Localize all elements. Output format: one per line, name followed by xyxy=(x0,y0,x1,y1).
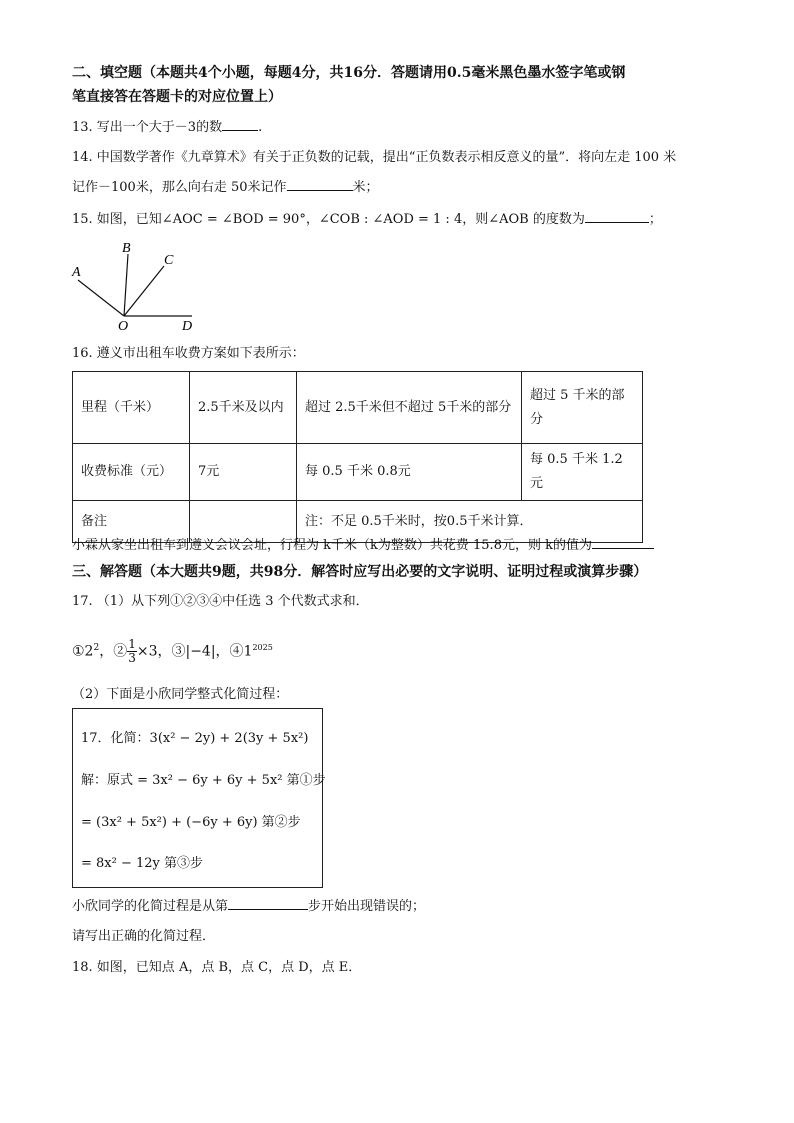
fraction-numerator: 1 xyxy=(128,637,136,652)
table-cell: 超过 5 千米的部分 xyxy=(522,372,643,444)
question-13 xyxy=(72,116,262,139)
question-16-intro: 16. 遵义市出租车收费方案如下表所示： xyxy=(72,346,305,361)
fare-table xyxy=(72,371,643,543)
label-C: C xyxy=(164,253,174,268)
table-cell: 每 0.5 千米 0.8元 xyxy=(297,444,522,501)
table-cell: 备注 xyxy=(73,501,190,543)
ray-OC xyxy=(124,266,164,316)
question-16-text: 小霖从家坐出租车到遵义会议会址，行程为 k千米（k为整数）共花费 15.8元，则 k的值为 xyxy=(72,538,592,553)
question-18: 18. 如图，已知点 A，点 B，点 C，点 D，点 E． xyxy=(72,960,362,975)
section2-heading-line1: 二、填空题（本题共4个小题，每题4分，共16分．答题请用0.5毫米黑色墨水签字笔或钢 xyxy=(72,65,626,81)
item-1-exponent: 2 xyxy=(93,643,100,653)
question-14-line2-a: 记作－100米，那么向右走 50米记作 xyxy=(72,180,287,195)
table-cell: 里程（千米） xyxy=(73,372,190,444)
box-line-3: = (3x² + 5x²) + (−6y + 6y) 第②步 xyxy=(81,815,301,830)
answer-blank-14[interactable] xyxy=(287,176,353,191)
question-13-text: 13. 写出一个大于－3的数 xyxy=(72,120,223,135)
table-cell: 每 0.5 千米 1.2元 xyxy=(522,444,643,501)
label-A: A xyxy=(72,265,81,280)
table-cell: 2.5千米及以内 xyxy=(190,372,297,444)
label-D: D xyxy=(182,319,193,334)
answer-blank-17[interactable] xyxy=(228,895,308,910)
answer-blank-15[interactable] xyxy=(585,208,649,223)
angle-diagram xyxy=(68,236,208,336)
table-cell: 超过 2.5千米但不超过 5千米的部分 xyxy=(297,372,522,444)
section3-heading: 三、解答题（本大题共9题，共98分．解答时应写出必要的文字说明、证明过程或演算步骤） xyxy=(72,564,648,580)
ray-OA xyxy=(78,280,124,316)
label-O: O xyxy=(118,319,129,334)
question-15 xyxy=(72,208,662,231)
table-cell: 收费标准（元） xyxy=(73,444,190,501)
box-line-1: 17．化简：3(x² − 2y) + 2(3y + 5x²) xyxy=(81,731,309,746)
item-separator: ，② xyxy=(99,643,128,660)
question-17-items xyxy=(72,637,273,665)
question-16-question xyxy=(72,534,654,557)
table-cell: 7元 xyxy=(190,444,297,501)
table-row xyxy=(73,372,643,444)
question-17-error xyxy=(72,895,425,918)
question-14-line1: 14. 中国数学著作《九章算术》有关于正负数的记载，提出“正负数表示相反意义的量”．将向左走 100 米 xyxy=(72,150,677,165)
question-15-text: 15. 如图，已知∠AOC = ∠BOD = 90°，∠COB : ∠AOD = 1 : 4，则∠AOB 的度数为 xyxy=(72,212,585,227)
item-1: ①2 xyxy=(72,643,94,660)
fraction-denominator: 3 xyxy=(128,651,136,666)
item-4-exponent: 2025 xyxy=(252,643,273,652)
box-line-2: 解：原式 = 3x² − 6y + 6y + 5x² 第①步 xyxy=(81,773,326,788)
box-line-4: = 8x² − 12y 第③步 xyxy=(81,856,204,871)
question-14-line2 xyxy=(72,176,379,199)
section2-heading-line2: 笔直接答在答题卡的对应位置上） xyxy=(72,89,282,105)
answer-blank-16[interactable] xyxy=(592,534,654,549)
table-row xyxy=(73,444,643,501)
simplification-box xyxy=(72,708,326,888)
label-B: B xyxy=(122,241,131,256)
item-rest: ×3，③|−4|，④1 xyxy=(136,643,253,660)
error-text-b: 步开始出现错误的； xyxy=(308,899,426,914)
question-14-line2-b: 米； xyxy=(352,180,379,195)
fraction-one-third xyxy=(127,638,137,665)
question-17-part1: 17. （1）从下列①②③④中任选 3 个代数式求和． xyxy=(72,594,369,609)
question-17-part2: （2）下面是小欣同学整式化简过程： xyxy=(72,687,289,702)
question-13-end: . xyxy=(258,120,263,135)
question-15-end: ； xyxy=(648,212,662,227)
table-cell: 注：不足 0.5千米时，按0.5千米计算． xyxy=(297,501,643,543)
ray-OB xyxy=(124,254,128,316)
answer-blank-13[interactable] xyxy=(222,116,258,131)
question-17-correct: 请写出正确的化简过程． xyxy=(72,929,216,944)
error-text-a: 小欣同学的化简过程是从第 xyxy=(72,899,229,914)
